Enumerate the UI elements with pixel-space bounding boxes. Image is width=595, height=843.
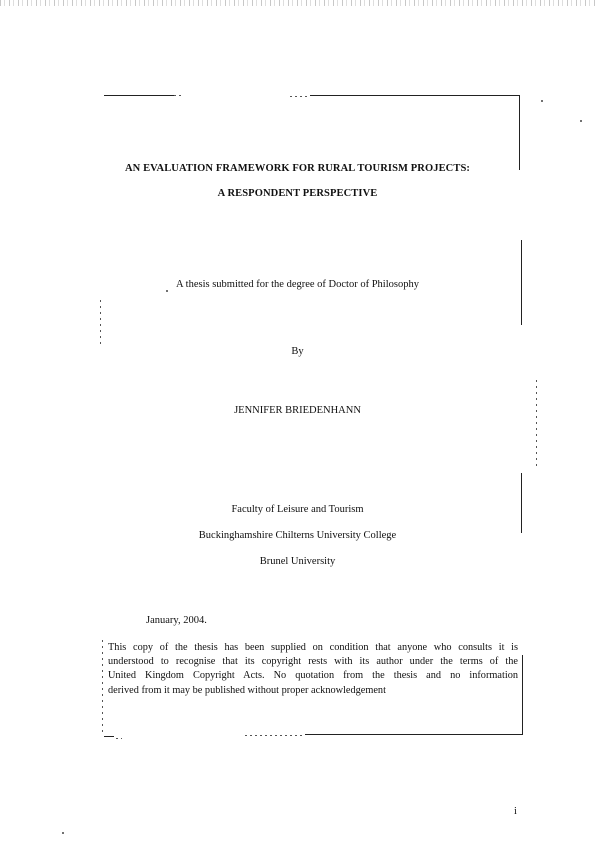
faculty-name: Faculty of Leisure and Tourism	[231, 504, 364, 515]
frame-right-bottom-rule	[522, 655, 523, 735]
scan-speck	[541, 100, 543, 102]
scan-speck	[580, 120, 582, 122]
thesis-title-line-2: A RESPONDENT PERSPECTIVE	[217, 188, 378, 199]
frame-bottom-left-rule	[104, 736, 114, 737]
university-name: Brunel University	[259, 556, 336, 567]
scan-speck	[62, 832, 64, 834]
scan-speck	[166, 290, 168, 292]
submission-date: January, 2004.	[146, 615, 207, 626]
submission-statement: A thesis submitted for the degree of Doctor of Philosophy	[176, 279, 419, 290]
thesis-title-line-1: AN EVALUATION FRAMEWORK FOR RURAL TOURISM PROJECTS:	[124, 163, 471, 174]
frame-right-dots-1	[536, 380, 537, 470]
frame-left-dots-1	[100, 300, 101, 345]
frame-top-left-dots	[174, 95, 184, 96]
copyright-notice-line: derived from it may be published without proper acknowledgement	[108, 684, 386, 696]
frame-top-right-rule	[310, 95, 520, 96]
frame-right-lower-rule	[521, 473, 522, 533]
frame-right-top-rule	[519, 95, 520, 170]
copyright-notice-line: United Kingdom Copyright Acts. No quotation from the thesis and no information	[108, 670, 518, 682]
copyright-notice-line: This copy of the thesis has been supplied on condition that anyone who consults it is	[108, 642, 518, 653]
author-name: JENNIFER BRIEDENHANN	[234, 405, 361, 416]
copyright-notice-line: understood to recognise that its copyright rests with its author under the terms of the	[108, 656, 518, 668]
frame-bottom-left-dots	[116, 738, 122, 739]
scan-noise	[0, 0, 595, 6]
college-name: Buckinghamshire Chilterns University College	[198, 530, 397, 541]
copyright-notice	[108, 641, 518, 698]
frame-bottom-mid-dots	[245, 735, 305, 736]
frame-left-dots-2	[102, 640, 103, 735]
frame-top-left-rule	[104, 95, 174, 96]
frame-bottom-right-rule	[305, 734, 523, 735]
page-number: i	[514, 806, 517, 817]
frame-top-mid-dots	[290, 96, 310, 97]
by-label: By	[291, 346, 304, 357]
